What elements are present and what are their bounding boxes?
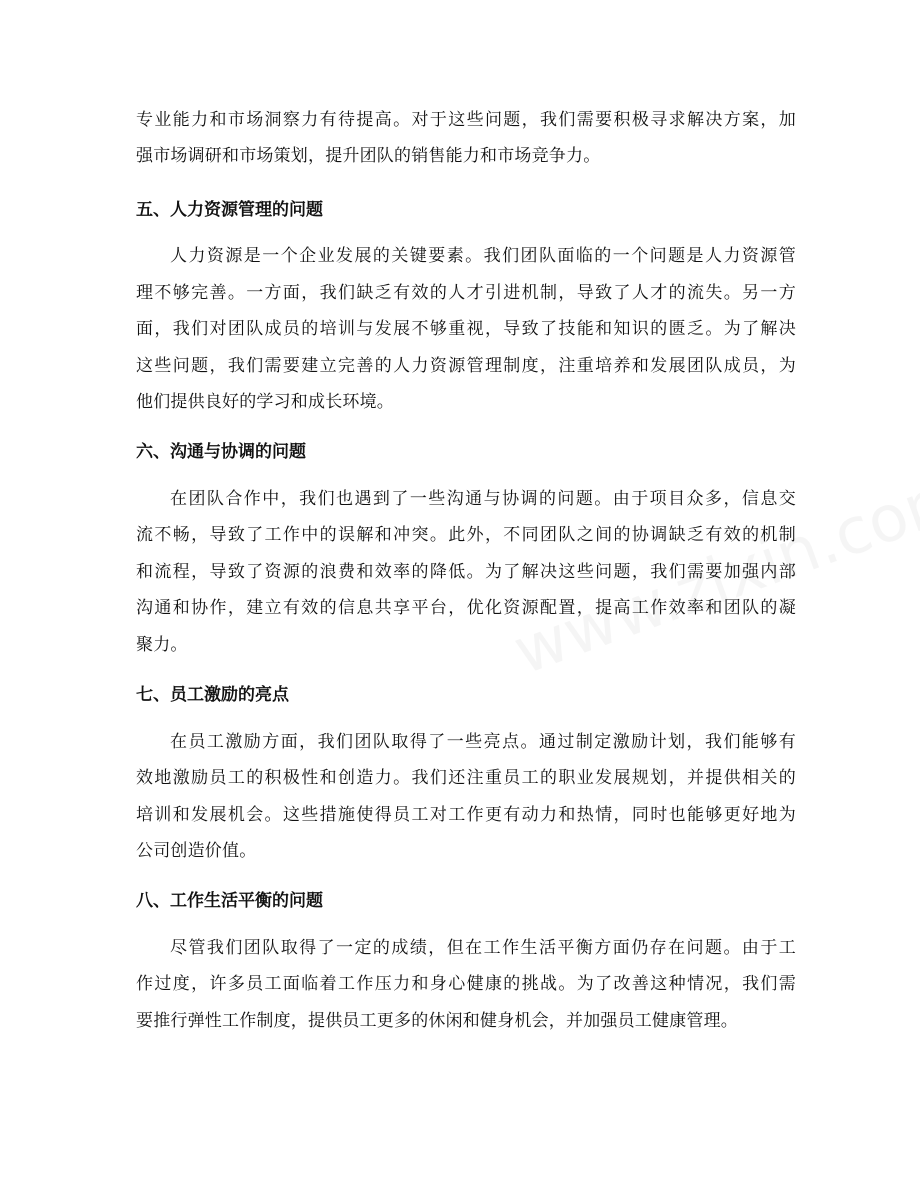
paragraph-line: 面，我们对团队成员的培训与发展不够重视，导致了技能和知识的匮乏。为了解决 xyxy=(136,319,796,339)
paragraph-line: 在员工激励方面，我们团队取得了一些亮点。通过制定激励计划，我们能够有 xyxy=(170,732,796,752)
paragraph-line: 沟通和协作，建立有效的信息共享平台，优化资源配置，提高工作效率和团队的凝 xyxy=(136,598,796,618)
paragraph-line: 聚力。 xyxy=(136,635,188,655)
paragraph-line: 作过度，许多员工面临着工作压力和身心健康的挑战。为了改善这种情况，我们需 xyxy=(136,974,796,994)
paragraph-line: 尽管我们团队取得了一定的成绩，但在工作生活平衡方面仍存在问题。由于工 xyxy=(170,938,796,958)
section-heading: 六、沟通与协调的问题 xyxy=(136,442,306,462)
section-heading: 八、工作生活平衡的问题 xyxy=(136,891,323,911)
paragraph-line: 培训和发展机会。这些措施使得员工对工作更有动力和热情，同时也能够更好地为 xyxy=(136,805,796,825)
paragraph-line: 人力资源是一个企业发展的关键要素。我们团队面临的一个问题是人力资源管 xyxy=(170,246,796,266)
paragraph-line: 在团队合作中，我们也遇到了一些沟通与协调的问题。由于项目众多，信息交 xyxy=(170,489,796,509)
section-heading: 七、员工激励的亮点 xyxy=(136,685,289,705)
paragraph-line: 理不够完善。一方面，我们缺乏有效的人才引进机制，导致了人才的流失。另一方 xyxy=(136,283,796,303)
paragraph-line: 效地激励员工的积极性和创造力。我们还注重员工的职业发展规划，并提供相关的 xyxy=(136,768,796,788)
section-heading: 五、人力资源管理的问题 xyxy=(136,200,323,220)
paragraph-line: 公司创造价值。 xyxy=(136,841,257,861)
paragraph-line: 要推行弹性工作制度，提供员工更多的休闲和健身机会，并加强员工健康管理。 xyxy=(136,1011,738,1031)
paragraph-line: 这些问题，我们需要建立完善的人力资源管理制度，注重培养和发展团队成员，为 xyxy=(136,356,796,376)
paragraph-line: 他们提供良好的学习和成长环境。 xyxy=(136,392,394,412)
paragraph-line: 流不畅，导致了工作中的误解和冲突。此外，不同团队之间的协调缺乏有效的机制 xyxy=(136,525,796,545)
paragraph-line: 强市场调研和市场策划，提升团队的销售能力和市场竞争力。 xyxy=(136,146,601,166)
paragraph-line: 专业能力和市场洞察力有待提高。对于这些问题，我们需要积极寻求解决方案，加 xyxy=(136,110,796,130)
paragraph-line: 和流程，导致了资源的浪费和效率的降低。为了解决这些问题，我们需要加强内部 xyxy=(136,562,796,582)
